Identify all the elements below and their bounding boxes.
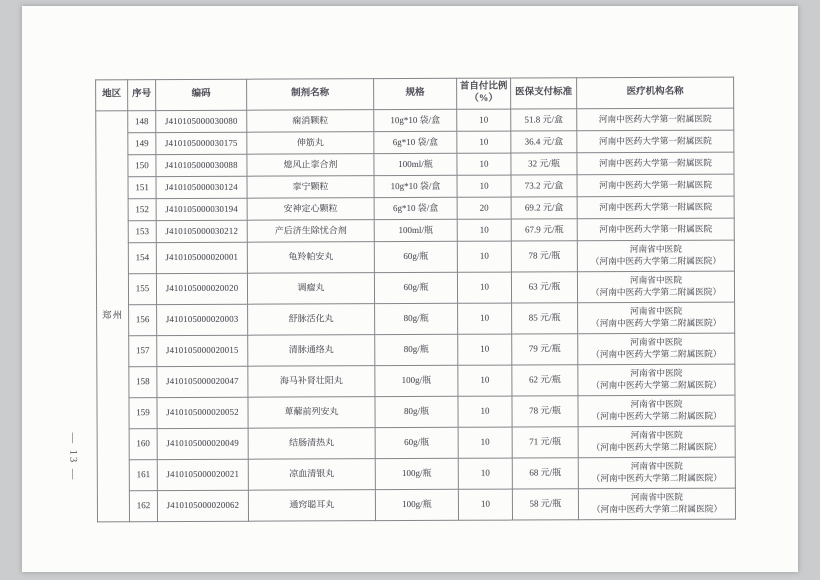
cell-spec: 100g/瓶 bbox=[375, 365, 458, 396]
cell-no: 155 bbox=[128, 274, 156, 305]
cell-hospital: 河南中医药大学第一附属医院 bbox=[577, 174, 734, 197]
table-row bbox=[97, 364, 735, 398]
table-row bbox=[97, 488, 735, 522]
col-header-region: 地区 bbox=[96, 80, 128, 111]
cell-no: 157 bbox=[129, 336, 157, 367]
cell-spec: 6g*10 袋/盒 bbox=[374, 197, 457, 219]
cell-no: 156 bbox=[129, 305, 157, 336]
table-row bbox=[96, 271, 734, 305]
cell-hospital: 河南省中医院 （河南中医药大学第二附属医院） bbox=[577, 271, 734, 303]
table-row bbox=[96, 174, 734, 199]
cell-hospital: 河南中医药大学第一附属医院 bbox=[577, 130, 734, 153]
table-row bbox=[96, 240, 734, 274]
cell-code: J410105000030175 bbox=[156, 132, 247, 154]
cell-hospital: 河南省中医院 （河南中医药大学第二附属医院） bbox=[578, 395, 735, 427]
cell-ratio: 10 bbox=[458, 365, 512, 396]
cell-hospital: 河南中医药大学第一附属医院 bbox=[577, 196, 734, 219]
cell-no: 159 bbox=[129, 398, 157, 429]
cell-no: 152 bbox=[128, 199, 156, 221]
table-row bbox=[97, 395, 735, 429]
cell-name: 产后济生除忧合剂 bbox=[247, 220, 374, 243]
cell-ratio: 10 bbox=[457, 272, 511, 303]
cell-spec: 6g*10 袋/盒 bbox=[374, 131, 457, 153]
cell-region: 郑州 bbox=[96, 111, 130, 522]
cell-standard: 78 元/瓶 bbox=[511, 241, 577, 272]
cell-name: 伸筋丸 bbox=[247, 132, 374, 155]
cell-standard: 63 元/瓶 bbox=[511, 272, 577, 303]
cell-code: J410105000030194 bbox=[156, 198, 247, 220]
col-header-spec: 规格 bbox=[374, 78, 457, 109]
cell-spec: 100ml/瓶 bbox=[374, 219, 457, 241]
cell-spec: 100g/瓶 bbox=[375, 489, 458, 520]
cell-code: J410105000030080 bbox=[156, 110, 247, 132]
cell-no: 161 bbox=[129, 460, 157, 491]
cell-no: 162 bbox=[129, 491, 157, 522]
table-header bbox=[96, 77, 734, 111]
cell-name: 萆薢前列安丸 bbox=[248, 397, 375, 429]
cell-code: J410105000020015 bbox=[157, 335, 248, 366]
cell-name: 痫消颗粒 bbox=[247, 110, 374, 133]
cell-spec: 10g*10 袋/盒 bbox=[374, 175, 457, 197]
cell-name: 结肠清热丸 bbox=[248, 428, 375, 460]
cell-standard: 79 元/瓶 bbox=[512, 334, 578, 365]
cell-standard: 51.8 元/盒 bbox=[511, 109, 577, 131]
cell-code: J410105000030124 bbox=[156, 176, 247, 198]
cell-ratio: 10 bbox=[458, 396, 512, 427]
cell-no: 153 bbox=[128, 221, 156, 243]
cell-hospital: 河南中医药大学第一附属医院 bbox=[577, 218, 734, 241]
cell-hospital: 河南省中医院 （河南中医药大学第二附属医院） bbox=[577, 240, 734, 272]
cell-hospital: 河南中医药大学第一附属医院 bbox=[577, 108, 734, 131]
table-row bbox=[96, 196, 734, 221]
cell-no: 151 bbox=[128, 177, 156, 199]
cell-spec: 80g/瓶 bbox=[375, 396, 458, 427]
cell-spec: 100ml/瓶 bbox=[374, 153, 457, 175]
cell-ratio: 10 bbox=[458, 334, 512, 365]
cell-standard: 68 元/瓶 bbox=[512, 458, 578, 489]
table-row bbox=[96, 130, 734, 155]
cell-spec: 60g/瓶 bbox=[374, 241, 457, 272]
cell-hospital: 河南省中医院 （河南中医药大学第二附属医院） bbox=[578, 333, 735, 365]
col-header-no: 序号 bbox=[128, 80, 156, 111]
table-row bbox=[97, 426, 735, 460]
cell-standard: 71 元/瓶 bbox=[512, 427, 578, 458]
cell-spec: 80g/瓶 bbox=[375, 303, 458, 334]
cell-name: 熄风止挛合剂 bbox=[247, 154, 374, 177]
cell-code: J410105000020003 bbox=[157, 304, 248, 335]
cell-ratio: 10 bbox=[457, 219, 511, 241]
cell-code: J410105000020021 bbox=[157, 459, 248, 490]
cell-code: J410105000020001 bbox=[156, 242, 247, 273]
cell-name: 龟羚帕安丸 bbox=[247, 242, 374, 274]
cell-code: J410105000020052 bbox=[157, 397, 248, 428]
cell-no: 160 bbox=[129, 429, 157, 460]
cell-standard: 78 元/瓶 bbox=[512, 396, 578, 427]
cell-no: 150 bbox=[128, 155, 156, 177]
cell-hospital: 河南省中医院 （河南中医药大学第二附属医院） bbox=[578, 488, 735, 520]
cell-standard: 62 元/瓶 bbox=[512, 365, 578, 396]
cell-hospital: 河南中医药大学第一附属医院 bbox=[577, 152, 734, 175]
cell-ratio: 10 bbox=[458, 489, 512, 520]
cell-ratio: 10 bbox=[458, 303, 512, 334]
table-body bbox=[96, 108, 736, 522]
table-row bbox=[97, 302, 735, 336]
cell-name: 安神定心颗粒 bbox=[247, 198, 374, 221]
cell-code: J410105000020020 bbox=[156, 273, 247, 304]
cell-no: 149 bbox=[128, 133, 156, 155]
page-number: — 13 — bbox=[67, 432, 79, 482]
cell-no: 158 bbox=[129, 367, 157, 398]
cell-hospital: 河南省中医院 （河南中医药大学第二附属医院） bbox=[578, 364, 735, 396]
cell-code: J410105000030212 bbox=[156, 220, 247, 242]
cell-hospital: 河南省中医院 （河南中医药大学第二附属医院） bbox=[578, 457, 735, 489]
scan-tilt-wrapper bbox=[21, 4, 799, 573]
table-row bbox=[97, 457, 735, 491]
cell-name: 通窍聪耳丸 bbox=[248, 490, 375, 522]
cell-name: 挛宁颗粒 bbox=[247, 176, 374, 199]
col-header-ratio: 首自付比例 （%） bbox=[457, 78, 511, 109]
col-header-name: 制剂名称 bbox=[247, 79, 374, 111]
cell-standard: 58 元/瓶 bbox=[512, 489, 578, 520]
cell-hospital: 河南省中医院 （河南中医药大学第二附属医院） bbox=[578, 426, 735, 458]
cell-ratio: 10 bbox=[458, 458, 512, 489]
cell-standard: 73.2 元/盒 bbox=[511, 175, 577, 197]
cell-ratio: 10 bbox=[457, 175, 511, 197]
cell-name: 清脉通络丸 bbox=[248, 335, 375, 367]
cell-ratio: 10 bbox=[457, 109, 511, 131]
cell-standard: 36.4 元/盒 bbox=[511, 131, 577, 153]
table-row bbox=[96, 218, 734, 243]
cell-ratio: 10 bbox=[457, 131, 511, 153]
cell-ratio: 10 bbox=[458, 427, 512, 458]
col-header-standard: 医保支付标准 bbox=[511, 78, 577, 109]
cell-ratio: 10 bbox=[457, 241, 511, 272]
cell-name: 海马补肾壮阳丸 bbox=[248, 366, 375, 398]
cell-hospital: 河南省中医院 （河南中医药大学第二附属医院） bbox=[578, 302, 735, 334]
cell-code: J410105000020047 bbox=[157, 366, 248, 397]
cell-spec: 60g/瓶 bbox=[374, 272, 457, 303]
cell-ratio: 10 bbox=[457, 153, 511, 175]
cell-code: J410105000020062 bbox=[157, 490, 248, 521]
cell-standard: 32 元/瓶 bbox=[511, 153, 577, 175]
cell-spec: 80g/瓶 bbox=[375, 334, 458, 365]
cell-code: J410105000020049 bbox=[157, 428, 248, 459]
cell-code: J410105000030088 bbox=[156, 154, 247, 176]
cell-standard: 85 元/瓶 bbox=[512, 303, 578, 334]
preparation-price-table bbox=[95, 77, 736, 523]
table-row bbox=[97, 333, 735, 367]
cell-standard: 67.9 元/瓶 bbox=[511, 219, 577, 241]
table-row bbox=[96, 152, 734, 177]
cell-spec: 60g/瓶 bbox=[375, 427, 458, 458]
table-row bbox=[96, 108, 734, 133]
cell-no: 148 bbox=[128, 111, 156, 133]
col-header-hospital: 医疗机构名称 bbox=[577, 77, 734, 109]
cell-standard: 69.2 元/盒 bbox=[511, 197, 577, 219]
document-page bbox=[22, 6, 798, 572]
cell-name: 调瘤丸 bbox=[247, 273, 374, 305]
cell-spec: 100g/瓶 bbox=[375, 458, 458, 489]
cell-name: 舒脉活化丸 bbox=[248, 304, 375, 336]
header-row bbox=[96, 77, 734, 111]
cell-no: 154 bbox=[128, 243, 156, 274]
cell-ratio: 20 bbox=[457, 197, 511, 219]
cell-spec: 10g*10 袋/盒 bbox=[374, 109, 457, 131]
cell-name: 凉血清银丸 bbox=[248, 459, 375, 491]
col-header-code: 编码 bbox=[156, 79, 247, 110]
